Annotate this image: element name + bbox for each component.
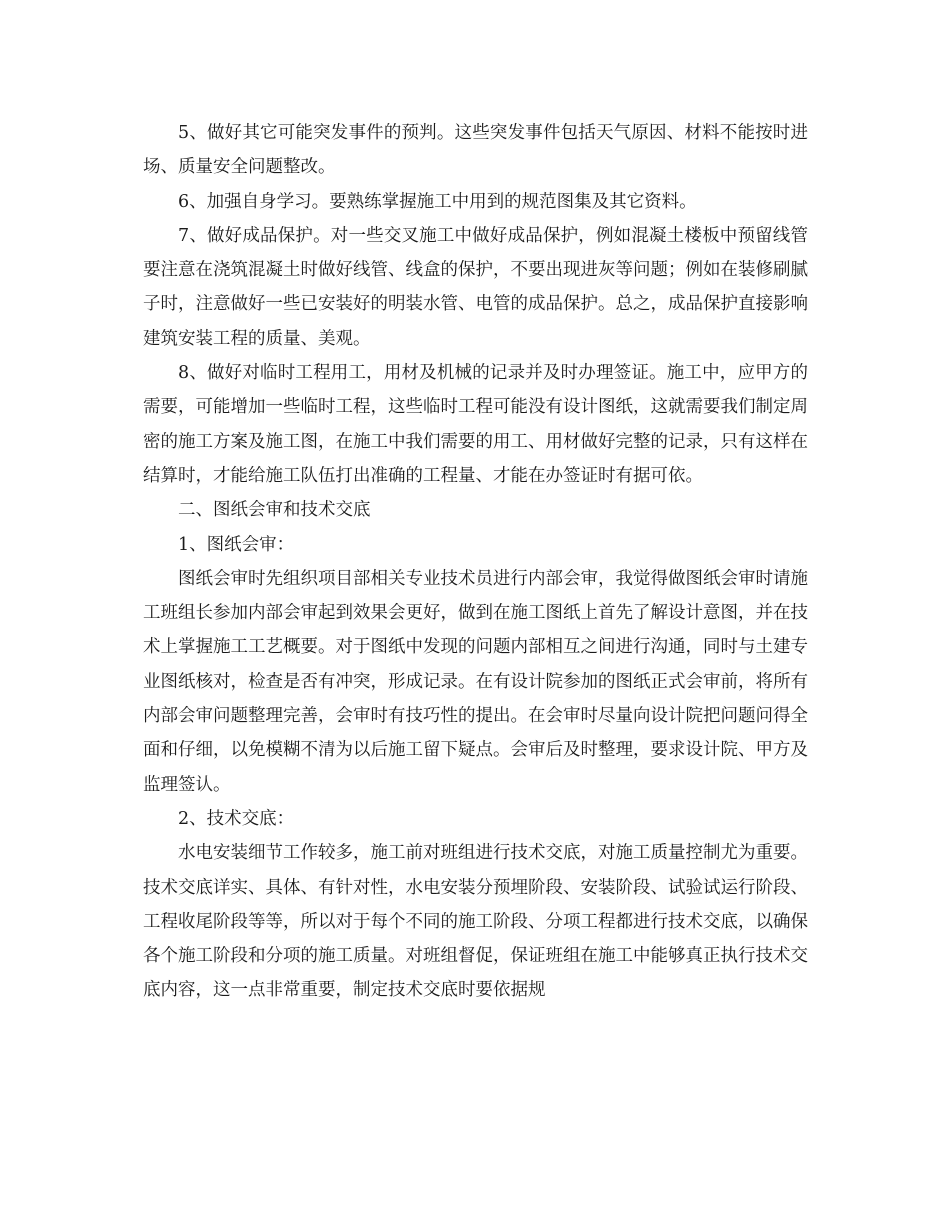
paragraph-technical-briefing: 水电安装细节工作较多，施工前对班组进行技术交底，对施工质量控制尤为重要。技术交底详实、具体、有针对性，水电安装分预埋阶段、安装阶段、试验试运行阶段、工程收尾阶段等等，所以对于每个不同的施工阶段、分项工程都进行技术交底，以确保各个施工阶段和分项的施工质量。对班组督促，保证班组在施工中能够真正执行技术交底内容，这一点非常重要，制定技术交底时要依据规 [143,843,808,1001]
paragraph-item-5: 5、做好其它可能突发事件的预判。这些突发事件包括天气原因、材料不能按时进场、质量安全问题整改。 [143,123,808,178]
paragraph-item-6: 6、加强自身学习。要熟练掌握施工中用到的规范图集及其它资料。 [178,191,697,212]
subheading-technical-briefing: 2、技术交底： [178,808,295,829]
paragraph-item-7: 7、做好成品保护。对一些交叉施工中做好成品保护，例如混凝土楼板中预留线管要注意在浇筑混凝土时做好线管、线盒的保护，不要出现进灰等问题；例如在装修刷腻子时，注意做好一些已安装好的明装水管、电管的成品保护。总之，成品保护直接影响建筑安装工程的质量、美观。 [143,225,808,349]
section-heading-drawing-review: 二、图纸会审和技术交底 [178,500,371,521]
subheading-drawing-review: 1、图纸会审： [178,534,295,555]
paragraph-drawing-review: 图纸会审时先组织项目部相关专业技术员进行内部会审，我觉得做图纸会审时请施工班组长参加内部会审起到效果会更好，做到在施工图纸上首先了解设计意图，并在技术上掌握施工工艺概要。对于图纸中发现的问题内部相互之间进行沟通，同时与土建专业图纸核对，检查是否有冲突，形成记录。在有设计院参加的图纸正式会审前，将所有内部会审问题整理完善，会审时有技巧性的提出。在会审时尽量向设计院把问题问得全面和仔细，以免模糊不清为以后施工留下疑点。会审后及时整理，要求设计院、甲方及监理签认。 [143,568,808,795]
document-body [143,116,808,1008]
paragraph-item-8: 8、做好对临时工程用工，用材及机械的记录并及时办理签证。施工中，应甲方的需要，可能增加一些临时工程，这些临时工程可能没有设计图纸，这就需要我们制定周密的施工方案及施工图，在施工中我们需要的用工、用材做好完整的记录，只有这样在结算时，才能给施工队伍打出准确的工程量、才能在办签证时有据可依。 [143,363,808,486]
